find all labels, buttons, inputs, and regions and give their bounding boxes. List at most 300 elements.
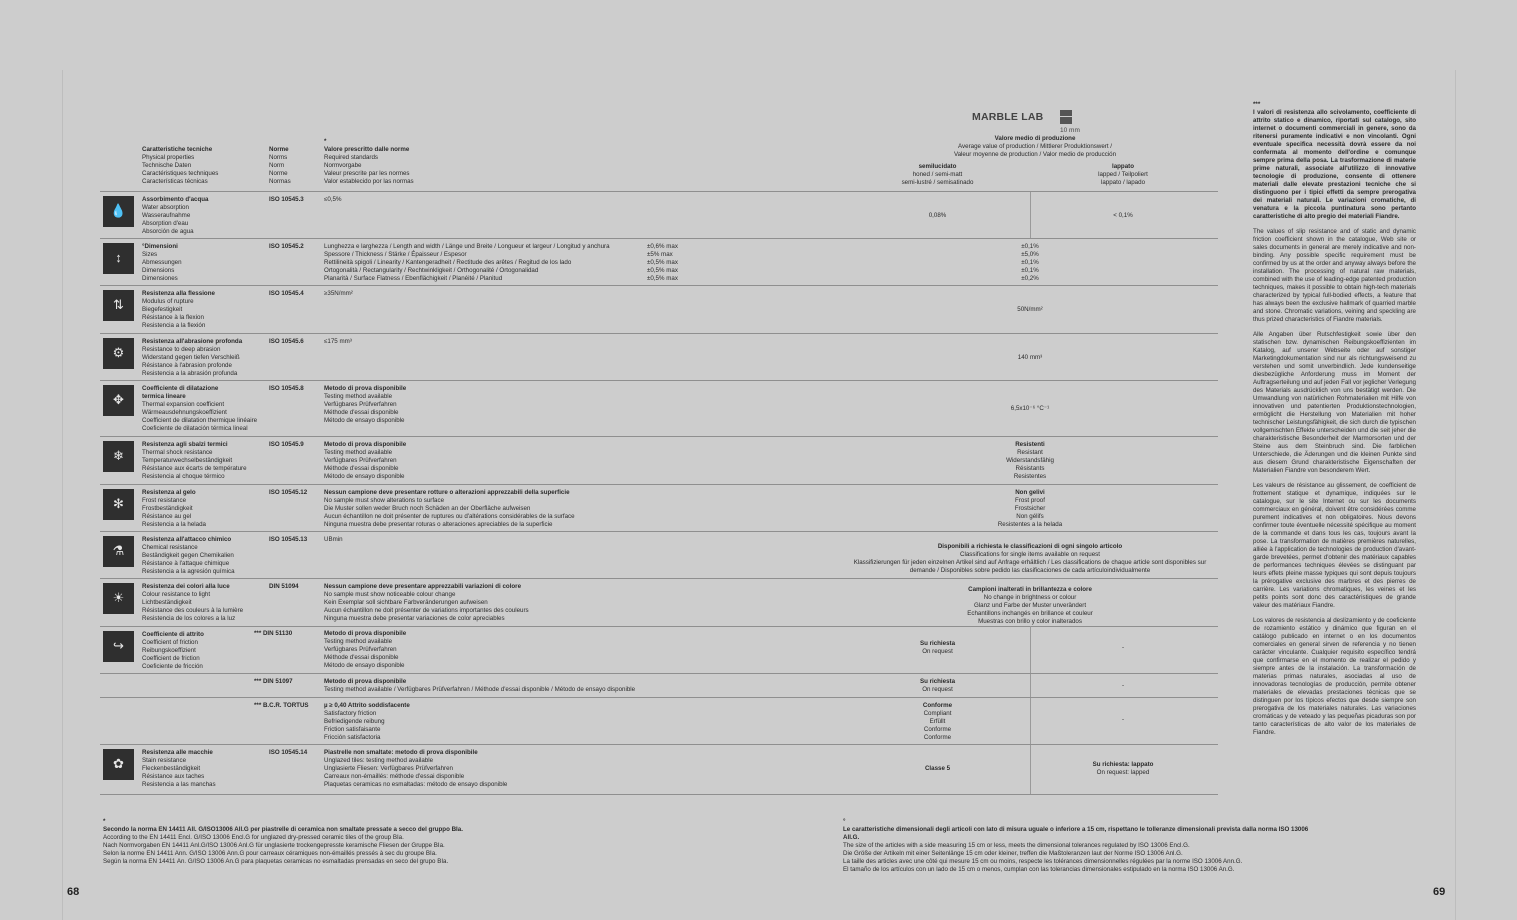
- required-line-3: Ortogonalità / Rectangularity / Rechtwinkligkeit / Orthogonalité / Ortogonalidad: [324, 267, 539, 274]
- required-line-2: Kein Exemplar soll sichtbare Farbveränderungen aufweisen: [324, 599, 488, 606]
- shared-value: [820, 405, 1240, 413]
- required-line-0: ≤175 mm³: [324, 338, 352, 345]
- hdr-norm-2: Norm: [269, 162, 285, 169]
- table-row: [100, 191, 1218, 239]
- property-name-2: Temperaturwechselbeständigkeit: [142, 457, 233, 464]
- right-guide-line: [1455, 70, 1456, 920]
- hdr-prop-4: Características técnicas: [142, 178, 208, 185]
- avg-sub1: Average value of production / Mittlerer Produktionswert /: [958, 143, 1112, 150]
- stain-semi-line-0: Classe 5: [924, 765, 951, 772]
- table-bottom-rule: [100, 794, 1218, 795]
- property-names: [142, 489, 267, 529]
- friction-required: [324, 678, 654, 694]
- footnote-right-2: Die Größe der Artikeln mit einer Seitenlänge 15 cm oder kleiner, treffen die Maßtoleranzen laut der Norme ISO 13006 Anl.G.: [843, 850, 1183, 857]
- page-number-left: 68: [67, 886, 80, 898]
- shared-line-2: Widerstandsfähig: [1006, 457, 1054, 464]
- property-name-4: Dimensiones: [142, 275, 178, 282]
- required-standard: [324, 441, 654, 481]
- property-name-1: Sizes: [142, 251, 158, 258]
- required-line-2: Unglasierte Fliesen: Verfügbares Prüfverfahren: [324, 765, 453, 772]
- required-line-0: Piastrelle non smaltate: metodo di prova disponibile: [324, 749, 478, 756]
- property-name-2: Fleckenbeständigkeit: [142, 765, 201, 772]
- tile-thickness-icon: [1060, 110, 1072, 124]
- footnote-left-2: Nach Normvorgaben EN 14411 Anl.G/ISO 13006 Anl.G für unglasierte trockengepresste keramische Fliesen der Gruppe BIa.: [103, 842, 445, 849]
- semi-line-0: 0,08%: [928, 212, 947, 219]
- table-row: [100, 578, 1218, 627]
- hdr-req-1: Required standards: [324, 154, 379, 161]
- property-name-4: Absorción de agua: [142, 228, 194, 235]
- stain-lap: [1064, 761, 1182, 777]
- thermal-shock-icon-glyph: ❄: [113, 448, 124, 463]
- shared-line-3: Non gélifs: [1016, 513, 1044, 520]
- footnote-right-4: El tamaño de los artículos con un lado de 15 cm o menos, cumplan con las tolerancias dimensionales estipulado en la norma ISO 13006 An.G.: [843, 866, 1235, 873]
- property-name-3: Coefficient de friction: [142, 655, 200, 662]
- limit-0: ±0,6% max: [647, 243, 678, 250]
- hdr-req-0: Valore prescritto dalle norme: [324, 146, 410, 153]
- friction-semi-line-0: Conforme: [922, 702, 953, 709]
- property-name-2: Widerstand gegen tiefen Verschleiß: [142, 354, 240, 361]
- slip-resistance-notes: [1253, 101, 1416, 744]
- tolerance-limits: [647, 243, 697, 283]
- required-line-2: Verfügbares Prüfverfahren: [324, 457, 397, 464]
- required-line-3: Aucun échantillon ne doit présenter de ruptures ou d'altérations considérables de la surface: [324, 513, 575, 520]
- footnote-left-1: According to the EN 14411 Encl. G/ISO 13006 Encl.G for unglazed dry-pressed ceramic tiles of the group BIa.: [103, 834, 404, 841]
- shared-line-0: Disponibili a richiesta le classificazioni di ogni singolo articolo: [937, 543, 1123, 550]
- property-name-0: Assorbimento d'acqua: [142, 196, 209, 203]
- property-names: [142, 536, 267, 576]
- required-standard: [324, 338, 654, 346]
- property-name-2: Biegefestigkeit: [142, 306, 183, 313]
- dimension-value-3: ±0,1%: [1021, 267, 1039, 274]
- limit-2: ±0,5% max: [647, 259, 678, 266]
- friction-required: [324, 630, 654, 670]
- hdr-prop-3: Caractéristiques techniques: [142, 170, 219, 177]
- dimension-value-4: ±0,2%: [1021, 275, 1039, 282]
- shared-line-2: Glanz und Farbe der Muster unverändert: [973, 602, 1087, 609]
- table-row: [100, 484, 1218, 532]
- property-name-1: Chemical resistance: [142, 544, 198, 551]
- property-name-3: Wärmeausdehnungskoeffizient: [142, 409, 227, 416]
- friction-subrow: [100, 697, 1218, 745]
- property-name-0: Coefficiente di attrito: [142, 631, 204, 638]
- required-line-4: Plaquetas ceramicas no esmaltadas: método de ensayo disponible: [324, 781, 508, 788]
- property-name-4: Resistencia a la flexión: [142, 322, 206, 329]
- limit-3: ±0,5% max: [647, 267, 678, 274]
- footnote-left: [103, 818, 573, 866]
- friction-icon-glyph: ↪: [113, 638, 124, 653]
- friction-semi-line-1: Compliant: [923, 710, 952, 717]
- friction-norm: *** DIN 51130: [254, 630, 293, 637]
- hdr-req-2: Normvorgabe: [324, 162, 362, 169]
- deep-abrasion-icon: [103, 338, 134, 369]
- friction-req-line-1: Satisfactory friction: [324, 710, 377, 717]
- water-drops-icon: [103, 196, 134, 227]
- shared-value: [820, 489, 1240, 529]
- required-standard: [324, 290, 654, 298]
- thermal-expansion-icon-glyph: ✥: [113, 392, 124, 407]
- limit-4: ±0,5% max: [647, 275, 678, 282]
- table-row: [100, 333, 1218, 381]
- property-name-1: Water absorption: [142, 204, 189, 211]
- friction-req-line-3: Friction satisfaisante: [324, 726, 381, 733]
- flexural-strength-icon: [103, 290, 134, 321]
- property-name-3: Résistance à l'attaque chimique: [142, 560, 230, 567]
- shared-line-0: 50N/mm²: [1017, 306, 1043, 313]
- required-standard: [324, 385, 654, 425]
- property-name-2: Beständigkeit gegen Chemikalien: [142, 552, 234, 559]
- property-name-0: Resistenza al gelo: [142, 489, 196, 496]
- water-drops-icon-glyph: 💧: [110, 203, 127, 218]
- shared-line-1: Classifications for single items available on request: [960, 551, 1100, 558]
- semi-header: [880, 163, 995, 187]
- property-name-3: Résistance des couleurs à la lumière: [142, 607, 244, 614]
- required-line-1: No sample must show noticeable colour change: [324, 591, 456, 598]
- footnote-right: [843, 818, 1313, 874]
- avg-title: Valore medio di produzione: [994, 135, 1076, 142]
- shared-line-1: No change in brightness or colour: [983, 594, 1077, 601]
- required-line-3: Carreaux non-émaillés: méthode d'essai disponible: [324, 773, 465, 780]
- property-name-4: Resistencia al choque térmico: [142, 473, 225, 480]
- friction-subrow: [100, 626, 1218, 673]
- friction-lap-line-0: -: [1121, 644, 1125, 651]
- hdr-prop-1: Physical properties: [142, 154, 195, 161]
- footnote-left-4: Según la norma EN 14411 An. G/ISO 13006 An.G para plaquetas ceramicas no esmaltadas prensadas en seco del grupo BIa.: [103, 858, 449, 865]
- dimension-value-1: ±5,0%: [1021, 251, 1039, 258]
- dimensions-icon: [103, 243, 134, 274]
- footnote-left-3: Selon la norme EN 14411 Ann. G/ISO 13006 Ann.G pour carreaux céramiques non-émaillés pressés à sec du groupe BIa.: [103, 850, 437, 857]
- property-name-1: Coefficient of friction: [142, 639, 198, 646]
- friction-semi-line-1: On request: [922, 686, 953, 693]
- thermal-shock-icon: [103, 441, 134, 472]
- friction-subrow: [100, 673, 1218, 698]
- limit-1: ±5% max: [647, 251, 673, 258]
- property-name-3: Absorption d'eau: [142, 220, 189, 227]
- average-value-header: [930, 135, 1140, 159]
- friction-req-line-1: Testing method available: [324, 638, 393, 645]
- property-name-3: Dimensions: [142, 267, 175, 274]
- shared-line-2: Klassifizierungen für jeden einzelnen Artikel sind auf Anfrage erhältlich / Les classifications de chaque article sont disponibles sur: [853, 559, 1207, 566]
- property-name-2: Wasseraufnahme: [142, 212, 191, 219]
- required-line-1: No sample must show alterations to surface: [324, 497, 445, 504]
- property-name-2: Abmessungen: [142, 259, 182, 266]
- dimension-value-2: ±0,1%: [1021, 259, 1039, 266]
- property-name-0: Resistenza alla flessione: [142, 290, 215, 297]
- property-name-1: termica lineare: [142, 393, 186, 400]
- column-separator: [1030, 626, 1031, 673]
- table-row: [100, 531, 1218, 579]
- table-row: [100, 744, 1218, 795]
- friction-req-line-1: Testing method available / Verfügbares Prüfverfahren / Méthode d'essai disponible / Método de ensayo disponible: [324, 686, 636, 693]
- shared-line-4: Resistentes: [1013, 473, 1047, 480]
- column-separator: [1030, 674, 1031, 698]
- property-name-0: Resistenza agli sbalzi termici: [142, 441, 228, 448]
- required-line-4: Planarità / Surface Flatness / Ebenflächigkeit / Planéité / Planitud: [324, 275, 503, 282]
- property-name-2: Reibungskoeffizient: [142, 647, 196, 654]
- property-name-0: Resistenza dei colori alla luce: [142, 583, 230, 590]
- norm-code: ISO 10545.9: [269, 441, 304, 448]
- friction-req-line-2: Verfügbares Prüfverfahren: [324, 646, 397, 653]
- semi-value: [880, 212, 995, 220]
- required-standard: [324, 749, 654, 789]
- required-standard: [324, 489, 654, 529]
- friction-lap: [1064, 644, 1182, 652]
- property-name-4: Coefficient de dilatation thermique linéaire: [142, 417, 258, 424]
- semi-sub1: honed / semi-matt: [912, 171, 963, 178]
- notes-italian: I valori di resistenza allo scivolamento, coefficiente di attrito statico e dinamico, riportati sul catalogo, sito internet o documenti commerciali in genere, sono da ritenersi puramente indicativi e non vincolanti. Ogni eventuale specifica necessità dovrà essere da noi confermata al momento dell'ordine e comunque sempre prima della posa. La trasformazione di materie prime naturali, associate all'utilizzo di innovative tecnologie di produzione, consente di ottenere materiali dalle elevate prestazioni tecniche che si distinguono per i tipici effetti da sempre prerogativa dei materiali naturali. Le variazioni cromatiche, di venatura e la piccola puntinatura sono pertanto caratteristiche di alto pregio dei materiali Fiandre.: [1253, 109, 1416, 220]
- shared-value: [820, 441, 1240, 481]
- notes-french: Les valeurs de résistance au glissement, de coefficient de frottement statique et dynamique, indiquées sur le catalogue, sur le site Internet ou sur les documents commerciaux en général, doivent être considérées comme purement indicatives et non obligatoires. Nous devons confirmer toute éventuelle nécessité spécifique au moment de la commande et dans tous les cas, toujours avant la pose. La transformation de matières premières naturelles, alliée à l'application de technologies de production d'avant-garde brevetées, permet d'obtenir des matériaux capables de performances techniques élevées se distinguant par leurs effets pleine masse typiques qui sont depuis toujours la prérogative exclusive des marbres et des pierres de carrière. Les variations chromatiques, les veines et les petits points sont donc des caractéristiques de grande valeur des matériaux Fiandre.: [1253, 482, 1416, 609]
- required-line-0: ≤0,5%: [324, 196, 342, 203]
- property-name-2: Frostbeständigkeit: [142, 505, 193, 512]
- shared-value: [820, 543, 1240, 575]
- hdr-req-mark: *: [324, 138, 327, 145]
- property-name-1: Resistance to deep abrasion: [142, 346, 221, 353]
- lap-title: lappato: [1111, 163, 1134, 170]
- required-line-2: Die Muster sollen weder Bruch noch Schäden an der Oberfläche aufweisen: [324, 505, 531, 512]
- friction-semi-line-0: Su richiesta: [919, 640, 956, 647]
- footnote-left-mark: *: [103, 818, 106, 825]
- stain-icon: [103, 749, 134, 780]
- stain-lap-line-0: Su richiesta: lappato: [1092, 761, 1154, 768]
- lap-sub2: lappato / lapado: [1100, 179, 1146, 186]
- required-line-3: Méthode d'essai disponible: [324, 465, 399, 472]
- friction-req-line-0: µ ≥ 0,40 Attrito soddisfacente: [324, 702, 410, 709]
- friction-norm: *** B.C.R. TORTUS: [254, 702, 309, 709]
- shared-value: [820, 306, 1240, 314]
- shared-line-0: Non gelivi: [1015, 489, 1045, 496]
- friction-req-line-0: Metodo di prova disponibile: [324, 678, 407, 685]
- property-name-3: Résistance aux écarts de température: [142, 465, 247, 472]
- required-line-4: Método de ensayo disponible: [324, 473, 405, 480]
- thermal-expansion-icon: [103, 385, 134, 416]
- property-name-3: Résistance aux taches: [142, 773, 205, 780]
- required-line-1: Spessore / Thickness / Stärke / Épaisseur / Espesor: [324, 251, 467, 258]
- property-names: [142, 441, 267, 481]
- frost-icon: [103, 489, 134, 520]
- property-names: [142, 243, 267, 283]
- property-names: [142, 338, 267, 378]
- friction-req-line-0: Metodo di prova disponibile: [324, 630, 407, 637]
- hdr-prop-0: Caratteristiche tecniche: [142, 146, 213, 153]
- table-row: [100, 436, 1218, 485]
- friction-req-line-4: Fricción satisfactoria: [324, 734, 381, 741]
- norm-code: ISO 10545.6: [269, 338, 304, 345]
- light-resistance-icon: [103, 583, 134, 614]
- required-line-0: Nessun campione deve presentare apprezzabili variazioni di colore: [324, 583, 522, 590]
- property-name-4: Coeficiente de fricción: [142, 663, 203, 670]
- hdr-req-3: Valeur prescrite par les normes: [324, 170, 410, 177]
- flexural-strength-icon-glyph: ⇅: [113, 297, 124, 312]
- lap-line-0: < 0,1%: [1113, 212, 1133, 219]
- property-name-0: Resistenza all'attacco chimico: [142, 536, 232, 543]
- shared-line-1: Resistant: [1017, 449, 1043, 456]
- friction-lap: [1064, 682, 1182, 690]
- norm-code: ISO 10545.14: [269, 749, 308, 756]
- required-line-0: UBmin: [324, 536, 343, 543]
- norm-code: ISO 10545.13: [269, 536, 308, 543]
- dimension-value-0: ±0,1%: [1021, 243, 1039, 250]
- property-name-2: Lichtbeständigkeit: [142, 599, 192, 606]
- hdr-norm-3: Norme: [269, 170, 288, 177]
- shared-value: [820, 354, 1240, 362]
- notes-mark: ***: [1253, 101, 1261, 108]
- friction-lap-line-0: -: [1121, 682, 1125, 689]
- property-name-2: Thermal expansion coefficient: [142, 401, 225, 408]
- footnote-right-3: La taille des articles avec une côté qui mesure 15 cm ou moins, respecte les tolérances dimensionnelles régulées par la norme ISO 13006 Ann.G.: [843, 858, 1243, 865]
- friction-lap: [1064, 716, 1182, 724]
- required-line-0: ≥35N/mm²: [324, 290, 353, 297]
- required-standard: [324, 583, 654, 623]
- required-line-2: Verfügbares Prüfverfahren: [324, 401, 397, 408]
- norm-code: ISO 10545.12: [269, 489, 308, 496]
- footnote-right-mark: °: [843, 818, 846, 825]
- lap-header: [1064, 163, 1182, 187]
- lap-sub1: lapped / Teilpoliert: [1098, 171, 1148, 178]
- friction-semi: [880, 640, 995, 656]
- column-separator: [1030, 698, 1031, 745]
- shared-line-2: Frostsicher: [1014, 505, 1046, 512]
- norm-code: DIN 51094: [269, 583, 299, 590]
- shared-line-0: 140 mm³: [1017, 354, 1043, 361]
- notes-spanish: Los valores de resistencia al deslizamiento y de coeficiente de rozamiento estático y dinámico que figuran en el catálogo publicado en internet o en los documentos comerciales en general sirven de referencia y no tienen carácter vinculante. Cualquier requisito específico tendrá que confirmarse en el momento de realizar el pedido y siempre antes de la instalación. La transformación de materias primas naturales, asociadas al uso de innovadoras tecnologías de producción, permite obtener materiales de elevadas prestaciones técnicas que se distinguen por los típicos efectos que desde siempre son prerogativa de los materiales naturales. Las variaciones cromáticas y de veteado y las pequeñas picaduras son por tanto características de alto valor de los materiales de Fiandre.: [1253, 617, 1416, 736]
- property-name-4: Resistencia a las manchas: [142, 781, 216, 788]
- friction-semi: [880, 702, 995, 742]
- required-line-3: Méthode d'essai disponible: [324, 409, 399, 416]
- shared-line-0: 6,5x10⁻⁶ °C⁻¹: [1010, 405, 1050, 412]
- left-guide-line: [62, 70, 63, 920]
- shared-line-3: demande / Disponibles sobre pedido las clasificaciones de cada artículoindividualmente: [909, 567, 1151, 574]
- footnote-right-0: Le caratteristiche dimensionali degli articoli con lato di misura uguale o inferiore a 15 cm, rispettano le tolleranze dimensionali prevista dalla norma ISO 13006 All.G.: [843, 826, 1309, 841]
- light-resistance-icon-glyph: ☀: [112, 590, 125, 605]
- table-row: [100, 238, 1218, 286]
- property-name-5: Coeficiente de dilatación térmica lineal: [142, 425, 248, 432]
- property-names: [142, 385, 267, 433]
- semi-title: semilucidato: [918, 163, 957, 170]
- shared-line-0: Resistenti: [1015, 441, 1045, 448]
- property-names: [142, 749, 267, 789]
- column-separator: [1030, 745, 1031, 795]
- hdr-norm-0: Norme: [269, 146, 289, 153]
- property-name-4: Resistencia a la helada: [142, 521, 206, 528]
- shared-line-4: Resistentes a la helada: [997, 521, 1063, 528]
- friction-req-line-4: Método de ensayo disponible: [324, 662, 405, 669]
- required-line-1: Unglazed tiles: testing method available: [324, 757, 434, 764]
- property-name-4: Resistencia de los colores a la luz: [142, 615, 236, 622]
- property-name-3: Résistance au gel: [142, 513, 192, 520]
- required-standard: [324, 536, 654, 544]
- property-name-0: Resistenza alle macchie: [142, 749, 213, 756]
- shared-value: [820, 586, 1240, 626]
- table-row: [100, 285, 1218, 334]
- property-name-1: Thermal shock resistance: [142, 449, 213, 456]
- required-line-4: Ninguna muestra debe presentar variaciones de color apreciables: [324, 615, 505, 622]
- required-line-0: Lunghezza e larghezza / Length and width / Länge und Breite / Longueur et largeur / Longitud y anchura: [324, 243, 610, 250]
- hdr-norm-4: Normas: [269, 178, 291, 185]
- property-name-1: Modulus of rupture: [142, 298, 194, 305]
- page-number-right: 69: [1433, 886, 1446, 898]
- footnote-left-0: Secondo la norma EN 14411 All. G/ISO13006 All.G per piastrelle di ceramica non smaltate pressate a secco del gruppo BIa.: [103, 826, 463, 833]
- required-line-4: Ninguna muestra debe presentar roturas o alteraciones apreciables de la superficie: [324, 521, 553, 528]
- stain-lap-line-1: On request: lapped: [1096, 769, 1150, 776]
- header-required: [324, 138, 414, 186]
- required-line-0: Metodo di prova disponibile: [324, 441, 407, 448]
- friction-semi: [880, 678, 995, 694]
- friction-norm: *** DIN 51097: [254, 678, 293, 685]
- property-names: [142, 196, 267, 236]
- column-separator: [1030, 192, 1031, 239]
- property-name-1: Stain resistance: [142, 757, 187, 764]
- avg-sub2: Valeur moyenne de production / Valor medio de producción: [953, 151, 1117, 158]
- norm-code: ISO 10545.8: [269, 385, 304, 392]
- property-name-4: Resistencia a la agresión química: [142, 568, 235, 575]
- property-name-4: Resistencia a la abrasión profunda: [142, 370, 238, 377]
- table-row: [100, 380, 1218, 437]
- shared-line-0: Campioni inalterati in brillantezza e colore: [968, 586, 1092, 593]
- header-norms: [269, 146, 291, 186]
- friction-lap-line-0: -: [1121, 716, 1125, 723]
- friction-req-line-3: Méthode d'essai disponible: [324, 654, 399, 661]
- shared-line-3: Résistants: [1015, 465, 1045, 472]
- stain-icon-glyph: ✿: [113, 756, 124, 771]
- tile-thickness: 10 mm: [1060, 127, 1080, 134]
- notes-german: Alle Angaben über Rutschfestigkeit sowie über den statischen bzw. dynamischen Reibungskoeffizienten im Katalog, auf unserer Webseite oder auf sonstiger Marketingdokumentation sind nur als richtungsweisend zu verstehen und somit unverbindlich. Jede kundenseitige diesbezügliche Anforderung muss im Moment der Auftragserteilung und auf jeden Fall vor jeglicher Verlegung des Materials ausdrücklich von uns bestätigt werden. Die Umwandlung von natürlichen Rohmaterialien mit Hilfe von innovativen und patentierten Produktionstechnologien, ermöglicht die Herstellung von Materialien mit hoher technischer Leistungsfähigkeit, die sich durch die typischen vollgemischten Effekte unterscheiden und die seit jeher die charakteristische Besonderheit der Marmorsorten und der Steine aus dem Steinbruch sind. Die farblichen Unterschiede, die Äderungen und die kleinen Punkte sind aus diesem Grund charakteristische Eigenschaften der Materialien Fiandre von besonderem Wert.: [1253, 331, 1416, 474]
- header-properties: [142, 146, 218, 186]
- norm-code: ISO 10545.4: [269, 290, 304, 297]
- friction-required: [324, 702, 654, 742]
- chemical-attack-icon: [103, 536, 134, 567]
- property-name-3: Résistance à l'abrasion profonde: [142, 362, 232, 369]
- norm-code: ISO 10545.2: [269, 243, 304, 250]
- required-standard: [324, 196, 654, 204]
- property-name-1: Colour resistance to light: [142, 591, 211, 598]
- required-standard: [324, 243, 654, 283]
- required-line-1: Testing method available: [324, 393, 393, 400]
- footnote-right-1: The size of the articles with a side measuring 15 cm or less, meets the dimensional tolerances regulated by ISO 13006 Encl.G.: [843, 842, 1190, 849]
- required-line-4: Método de ensayo disponible: [324, 417, 405, 424]
- stain-semi: [880, 765, 995, 773]
- required-line-0: Nessun campione deve presentare rotture o alterazioni apprezzabili della superficie: [324, 489, 570, 496]
- required-line-2: Rettilineità spigoli / Linearity / Kantengeradheit / Rectitude des arêtes / Regitud de los lado: [324, 259, 572, 266]
- hdr-prop-2: Technische Daten: [142, 162, 192, 169]
- friction-req-line-2: Befriedigende reibung: [324, 718, 385, 725]
- friction-semi-line-4: Conforme: [923, 734, 952, 741]
- dimensions-icon-glyph: ↕: [115, 250, 122, 265]
- lap-value: [1064, 212, 1182, 220]
- semi-sub2: semi-lustré / semisatinado: [901, 179, 974, 186]
- notes-english: The values of slip resistance and of static and dynamic friction coefficient shown in the catalogue, Web site or sales documents in general are merely indicative and non-binding. Any possible specific requirement must be confirmed by us at the order and anyway always before the installation. The processing of natural raw materials, combined with the use of leading-edge patented production techniques, makes it possible to obtain high-tech materials characterized by typical full-bodied effects, a feature that has always been the exclusive hallmark of quarried marble and stone. Chromatic variations, veining and speckling are thus prized characteristics of Fiandre materials.: [1253, 228, 1416, 323]
- shared-line-4: Muestras con brillo y color inalterados: [978, 618, 1082, 625]
- brand-title: MARBLE LAB: [972, 111, 1044, 123]
- hdr-req-4: Valor establecido por las normas: [324, 178, 414, 185]
- required-line-0: Metodo di prova disponibile: [324, 385, 407, 392]
- property-name-0: Resistenza all'abrasione profonda: [142, 338, 243, 345]
- hdr-norm-1: Norms: [269, 154, 288, 161]
- dimension-values: [1000, 243, 1060, 283]
- property-names: [142, 583, 267, 623]
- property-name-0: Coefficiente di dilatazione: [142, 385, 219, 392]
- required-line-1: Testing method available: [324, 449, 393, 456]
- friction-semi-line-0: Su richiesta: [919, 678, 956, 685]
- property-name-0: °Dimensioni: [142, 243, 178, 250]
- shared-line-3: Echantillons inchangés en brillance et couleur: [967, 610, 1093, 617]
- norm-code: ISO 10545.3: [269, 196, 304, 203]
- required-line-3: Aucun échantillon ne doit présenter de variations importantes des couleurs: [324, 607, 529, 614]
- friction-semi-line-2: Erfüllt: [929, 718, 946, 725]
- friction-semi-line-1: On request: [922, 648, 953, 655]
- shared-line-1: Frost proof: [1015, 497, 1045, 504]
- chemical-attack-icon-glyph: ⚗: [112, 543, 125, 558]
- property-names: [142, 290, 267, 330]
